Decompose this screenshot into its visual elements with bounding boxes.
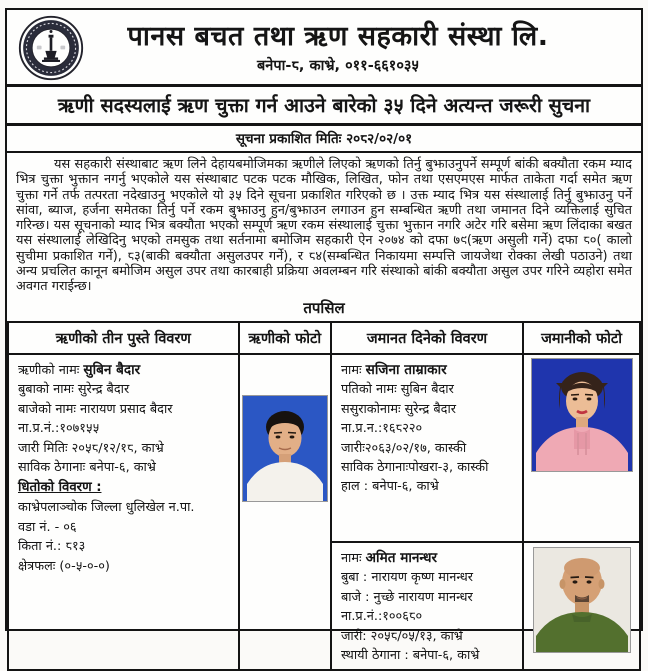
guarantor2-father-line: बुबा : नारायण कृष्ण मानन्धर	[340, 570, 474, 586]
notice-title: ऋणी सदस्यलाई ऋण चुक्ता गर्न आउने बारेको ३५ दिने अत्यन्त जरूरी सुचना	[7, 87, 641, 126]
borrower-name: सुबिन बैदार	[83, 361, 141, 378]
guarantor2-id-line: ना.प्र.नं.:१००६८०	[340, 609, 423, 625]
collateral-plot-line: किता नं.: ८१३	[18, 539, 86, 555]
borrower-photo	[242, 395, 328, 502]
collateral-ward-line: वडा नं. - ०६	[18, 519, 77, 535]
org-name: पानस बचत तथा ऋण सहकारी संस्था लि.	[127, 20, 549, 52]
guarantor1-photo-cell	[523, 354, 640, 542]
collateral-heading: धितोको विवरण :	[18, 480, 102, 496]
table-row	[8, 354, 640, 542]
schedule-heading: तपसिल	[303, 298, 345, 317]
guarantor2-id-issue-line: जारी: २०५८/०५/१३, काभ्रे	[340, 628, 463, 644]
header-guarantor-photo: जमानीको फोटो	[523, 322, 640, 354]
loan-defaulter-table	[7, 321, 641, 671]
borrower-address-line: साविक ठेगानाः बनेपा-६, काभ्रे	[18, 459, 156, 475]
guarantor2-name-line: नामः अमित मानन्धर	[340, 549, 438, 566]
guarantor1-name: सजिना ताम्राकार	[365, 361, 447, 378]
borrower-grandfather-line: बाजेको नामः नारायण प्रसाद बैदार	[18, 401, 173, 417]
guarantor2-address-line: स्थायी ठेगाना : बनेपा-६, काभ्रे	[340, 647, 480, 663]
guarantor1-fatherinlaw-line: ससुराकोनामः सुरेन्द्र बैदार	[340, 401, 457, 417]
borrower-details-cell	[8, 354, 239, 671]
borrower-id-issue-line: जारी मितिः २०५८/१२/१८, काभ्रे	[18, 440, 164, 456]
guarantor1-id-line: ना.प्र.न.:१६८२२०	[340, 421, 423, 437]
borrower-father-line: बुबाको नामः सुरेन्द्र बैदार	[18, 382, 130, 398]
guarantor1-current-address-line: हाल : बनेपा-६, काभ्रे	[340, 479, 439, 495]
guarantor2-photo	[533, 547, 631, 653]
notice-body-paragraph: यस सहकारी संस्थाबाट ऋण लिने देहायबमोजिमका ऋणीले लिएको ऋणको तिर्नु बुझाउनुपर्ने सम्पूर्ण बांकी बक्यौता रकम म्याद भित्र चुक्ता भुक्तान नगर्नु भएकोले यस संस्थाबाट पटक पटक मौखिक, लिखित, फोन तथा एसएमएस मार्फत ताकेता गर्दा समेत ऋण चुक्ता गर्ने तर्फ तत्परता नदेखाउनु भएकोले यो ३५ दिने सूचना प्रकाशित गरिएको छ । उक्त म्याद भित्र यस संस्थालाई तिर्नु बुझाउनु पर्ने सांवा, ब्याज, हर्जना समेतका तिर्नु पर्ने रकम बुझाउनु हुन/बुझाउन लगाउन हुन सम्बन्धित ऋणी तथा जमानत दिने व्यक्तिलाई सुचित गरिन्छ। यस सूचनाको म्याद भित्र बक्यौता भएको सम्पूर्ण ऋण रकम संस्थालाई चुक्ता भुक्तान नगरि अटेर गरि बसेमा ऋण लिंदाका बखत यस संस्थालाई लेखिदिनु भएको तमसुक तथा सर्तनामा बमोजिम सहकारी ऐन २०७४ को दफा ७९(ऋण असुली गर्ने) दफा ८०( कालो सुचीमा प्रकाशित गर्ने), ८३(बाकी बक्यौता असुलउपर गर्ने), र ८४(सम्बन्धित निकायमा सम्पत्ति जायजेथा रोक्का लेखी पठाउने) तथा अन्य प्रचलित कानून बमोजिम असुल उपर तथा कारबाही प्रक्रिया अवलम्बन गरि संस्थाको बांकी बक्यौता असुल उपर गरिने व्यहोरा समेत अवगत गराईन्छ।	[16, 157, 632, 295]
publication-date: सूचना प्रकाशित मितिः २०८२/०२/०१	[7, 126, 641, 153]
borrower-name-line: ऋणीको नामः सुबिन बैदार	[18, 361, 141, 378]
header-text-block	[85, 21, 631, 75]
guarantor1-name-line: नामः सजिना ताम्राकार	[340, 361, 447, 378]
notice-header	[7, 10, 641, 87]
guarantor2-photo-cell	[523, 542, 640, 671]
guarantor2-grandfather-line: बाजे : नुच्छे नारायण मानन्धर	[340, 589, 473, 605]
guarantor1-photo	[531, 358, 633, 472]
guarantor2-details-cell	[331, 542, 523, 671]
header-guarantor-details: जमानत दिनेको विवरण	[331, 322, 523, 354]
guarantor1-details-cell	[331, 354, 523, 542]
org-address: बनेपा-८, काभ्रे, ०११-६६१०३५	[257, 58, 419, 75]
guarantor2-name: अमित मानन्धर	[365, 549, 438, 566]
notice-frame	[5, 8, 643, 663]
header-borrower-photo: ऋणीको फोटो	[239, 322, 331, 354]
borrower-photo-cell	[239, 354, 331, 671]
guarantor1-former-address-line: साविक ठेगानाःपोखरा-३, कास्की	[340, 459, 489, 475]
collateral-area-line: क्षेत्रफलः (०-५-०-०)	[18, 558, 110, 574]
borrower-id-line: ना.प्र.नं.:१०७१५५	[18, 421, 100, 437]
collateral-district-line: काभ्रेपलाञ्चोक जिल्ला धुलिखेल न.पा.	[18, 500, 195, 516]
seal-icon	[17, 14, 85, 82]
org-seal-logo	[17, 14, 85, 82]
header-borrower-details: ऋणीको तीन पुस्ते विवरण	[8, 322, 239, 354]
table-header-row	[8, 322, 640, 354]
guarantor1-id-issue-line: जारीः२०६३/०२/१७, कास्की	[340, 440, 467, 456]
guarantor1-husband-line: पतिको नामः सुबिन बैदार	[340, 382, 454, 398]
